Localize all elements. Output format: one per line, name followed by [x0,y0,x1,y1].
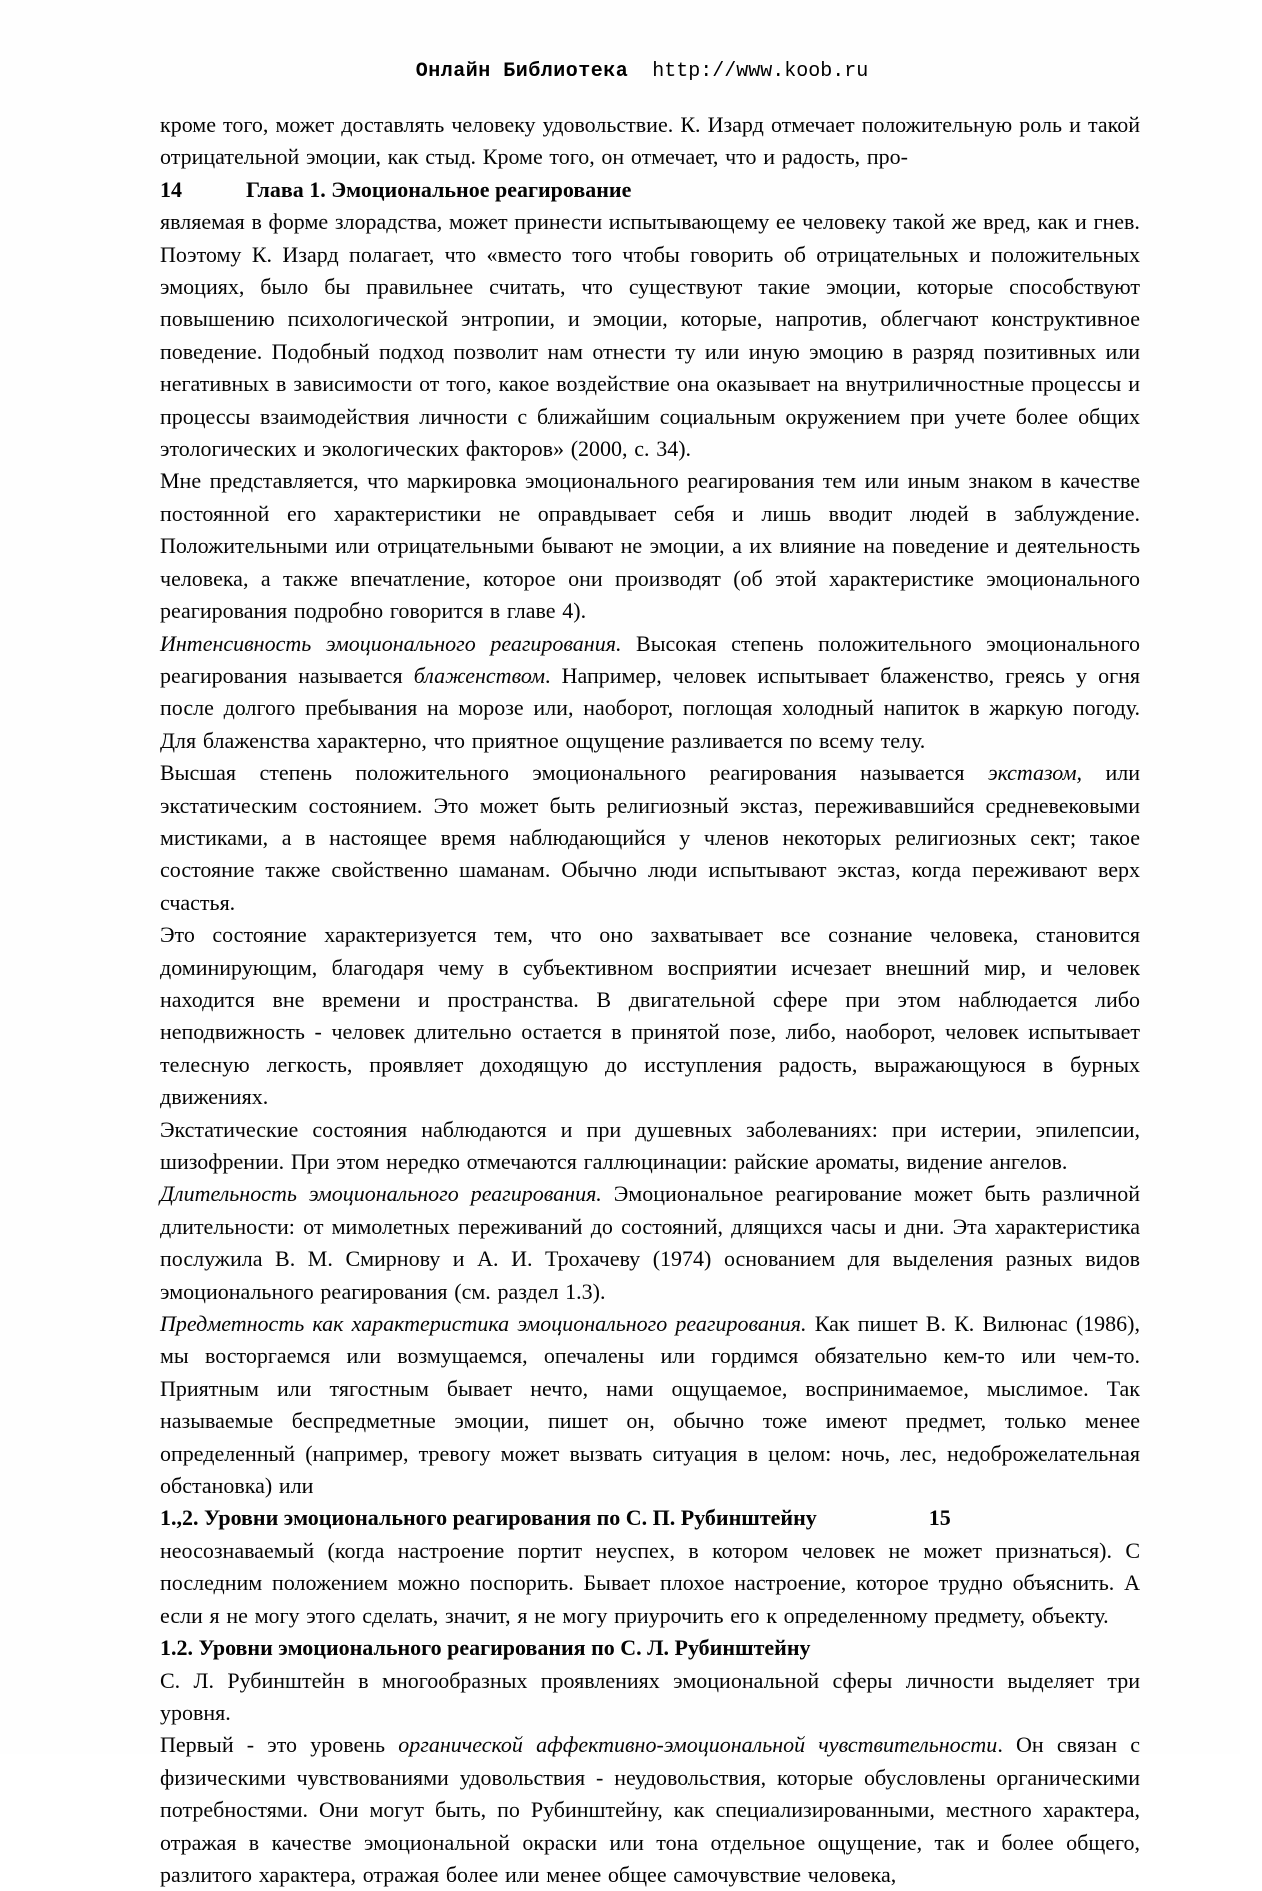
section-heading [160,1502,1140,1534]
heading-text: Глава 1. Эмоциональное реагирование [246,176,632,202]
text-run: кроме того, может доставлять человеку удовольствие. К. Изард отмечает положительную роль и такой отрицательной эмоции, как стыд. Кроме того, он отмечает, что и радость, про- [160,112,1140,170]
text-run: Как пишет В. К. Вилюнас (1986), мы восторгаемся или возмущаемся, опечалены или гордимся обязательно кем-то или чем-то. Приятным или тягостным бывает нечто, нами ощущаемое, воспринимаемое, мыслимое. Так называемые беспредметные эмоции, пишет он, обычно тоже имеют предмет, только менее определенный (например, тревогу может вызвать ситуация в целом: ночь, лес, недоброжелательная обстановка) или [160,1311,1140,1499]
italic-text-run: экстазом, [987,760,1083,786]
paragraph [160,1178,1140,1308]
paragraph [160,1114,1140,1179]
text-run: Это состояние характеризуется тем, что оно захватывает все сознание человека, становится доминирующим, благодаря чему в субъективном восприятии исчезает внешний мир, и человек находится вне времени и пространства. В двигательной сфере при этом наблюдается либо неподвижность - человек длительно остается в принятой позе, либо, наоборот, человек испытывает телесную легкость, проявляет доходящую до исступления радость, выражающуюся в бурных движениях. [160,922,1140,1110]
page-header [22,0,1262,83]
text-run: С. Л. Рубинштейн в многообразных проявлениях эмоциональной сферы личности выделяет три уровня. [160,1667,1140,1725]
paragraph [160,1665,1140,1730]
text-run: . Например, человек испытывает блаженство, греясь у огня после долгого пребывания на морозе или, наоборот, поглощая холодный напиток в жаркую погоду. Для блаженства характерно, что приятное ощущение разливается по всему телу. [160,662,1140,753]
paragraph [160,206,1140,238]
text-run: Высшая степень положительного эмоционального реагирования называется [160,760,988,786]
page-number: 14 [160,176,182,202]
paragraph [160,1729,1140,1891]
italic-text-run: Длительность эмоционального реагирования. [160,1181,602,1207]
text-run: Поэтому К. Изард полагает, что «вместо того чтобы говорить об отрицательных и положительных эмоциях, было бы правильнее считать, что существуют такие эмоции, которые способствуют повышению психологической энтропии, и эмоции, которые, напротив, облегчают конструктивное поведение. Подобный подход позволит нам отнести ту или иную эмоцию в разряд позитивных или негативных в зависимости от того, какое воздействие она оказывает на внутриличностные процессы и процессы взаимодействия личности с ближайшим социальным окружением при учете более общих этологических и экологических факторов» (2000, с. 34). [160,241,1140,462]
text-run: или экстатическим состоянием. Это может быть религиозный экстаз, переживавшийся средневековыми мистиками, а в настоящее время наблюдающийся у членов некоторых религиозных сект; такое состояние также свойственно шаманам. Обычно люди испытывают экстаз, когда переживают верх счастья. [160,760,1140,915]
text-run: Высокая степень положительного эмоционального реагирования называется [160,630,1140,688]
paragraph [160,757,1140,919]
library-url: http://www.koob.ru [652,60,869,83]
paragraph [160,1308,1140,1502]
paragraph [160,1535,1140,1632]
text-run: являемая в форме злорадства, может принести испытывающему ее человеку такой же вред, как и гнев. [160,209,1140,235]
italic-text-run: Предметность как характеристика эмоционального реагирования. [160,1311,807,1337]
library-name: Онлайн Библиотека [415,60,629,83]
section-heading [160,174,1140,206]
heading-text: 1.2. Уровни эмоционального реагирования по С. Л. Рубинштейну [160,1635,811,1661]
text-run: . Он связан с физическими чувствованиями удовольствия - неудовольствия, которые обусловлены органическими потребностями. Они могут быть, по Рубинштейну, как специализированными, местного характера, отражая в качестве эмоциональной окраски или тона отдельное ощущение, так и более общего, разлитого характера, отражая более или менее общее самочувствие человека, [160,1732,1140,1887]
italic-text-run: Интенсивность эмоционального реагирования. [160,630,622,656]
paragraph [160,465,1140,627]
text-run: Мне представляется, что маркировка эмоционального реагирования тем или иным знаком в качестве постоянной его характеристики не оправдывает себя и лишь вводит людей в заблуждение. Положительными или отрицательными бывают не эмоции, а их влияние на поведение и деятельность человека, а также впечатление, которое они производят (об этой характеристике эмоционального реагирования подробно говорится в главе 4). [160,468,1140,624]
italic-text-run: органической аффективно-эмоциональной чувствительности [398,1732,998,1758]
paragraph [160,628,1140,758]
text-run: Экстатические состояния наблюдаются и при душевных заболеваниях: при истерии, эпилепсии, шизофрении. При этом нередко отмечаются галлюцинации: райские ароматы, видение ангелов. [160,1116,1140,1174]
paragraph [160,109,1140,174]
text-run: неосознаваемый (когда настроение портит неуспех, в котором человек не может признаться). С последним положением можно поспорить. Бывает плохое настроение, которое трудно объяснить. А если я не могу этого сделать, значит, я не могу приурочить его к определенному предмету, объекту. [160,1537,1140,1628]
section-heading [160,1632,1140,1664]
text-run: Эмоциональное реагирование может быть различной длительности: от мимолетных переживаний до состояний, длящихся часы и дни. Эта характеристика послужила В. М. Смирнову и А. И. Трохачеву (1974) основанием для выделения разных видов эмоционального реагирования (см. раздел 1.3). [160,1181,1140,1304]
paragraph [160,919,1140,1113]
paragraph [160,239,1140,466]
heading-text: 1.,2. Уровни эмоционального реагирования по С. П. Рубинштейну [160,1505,817,1531]
italic-text-run: блаженством [413,662,546,688]
document-body [160,109,1140,1891]
text-run: Первый - это уровень [160,1732,399,1758]
page-number: 15 [928,1505,951,1531]
